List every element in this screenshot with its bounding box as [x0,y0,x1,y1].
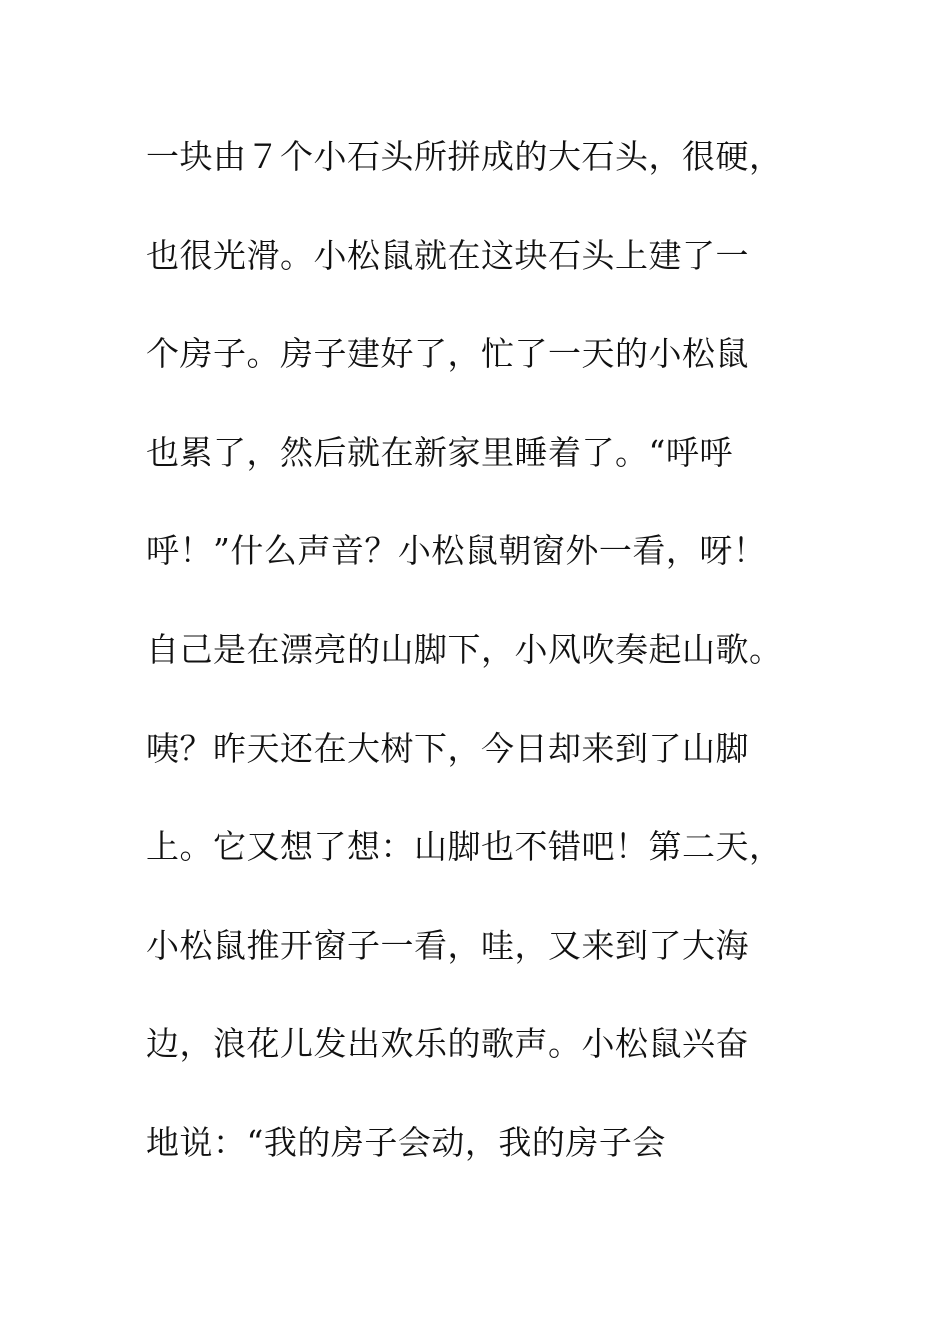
text-line-3: 个房子。房子建好了，忙了一天的小松鼠 [146,334,749,374]
text-line-7: 咦？昨天还在大树下，今日却来到了山脚 [146,728,749,768]
text-line-10: 边，浪花儿发出欢乐的歌声。小松鼠兴奋 [146,1024,749,1064]
story-text [146,128,826,1213]
text-line-5: 呼！”什么声音？小松鼠朝窗外一看，呀！ [146,531,767,571]
text-line-1: 一块由７个小石头所拼成的大石头，很硬， [146,137,783,176]
text-line-4: 也累了，然后就在新家里睡着了。“呼呼 [146,432,733,472]
text-line-2: 也很光滑。小松鼠就在这块石头上建了一 [146,235,749,275]
text-line-11: 地说：“我的房子会动，我的房子会 [146,1122,666,1162]
text-line-6: 自己是在漂亮的山脚下，小风吹奏起山歌。 [146,629,783,669]
text-line-8: 上。它又想了想：山脚也不错吧！第二天， [146,827,783,867]
text-line-9: 小松鼠推开窗子一看，哇，又来到了大海 [146,925,749,965]
